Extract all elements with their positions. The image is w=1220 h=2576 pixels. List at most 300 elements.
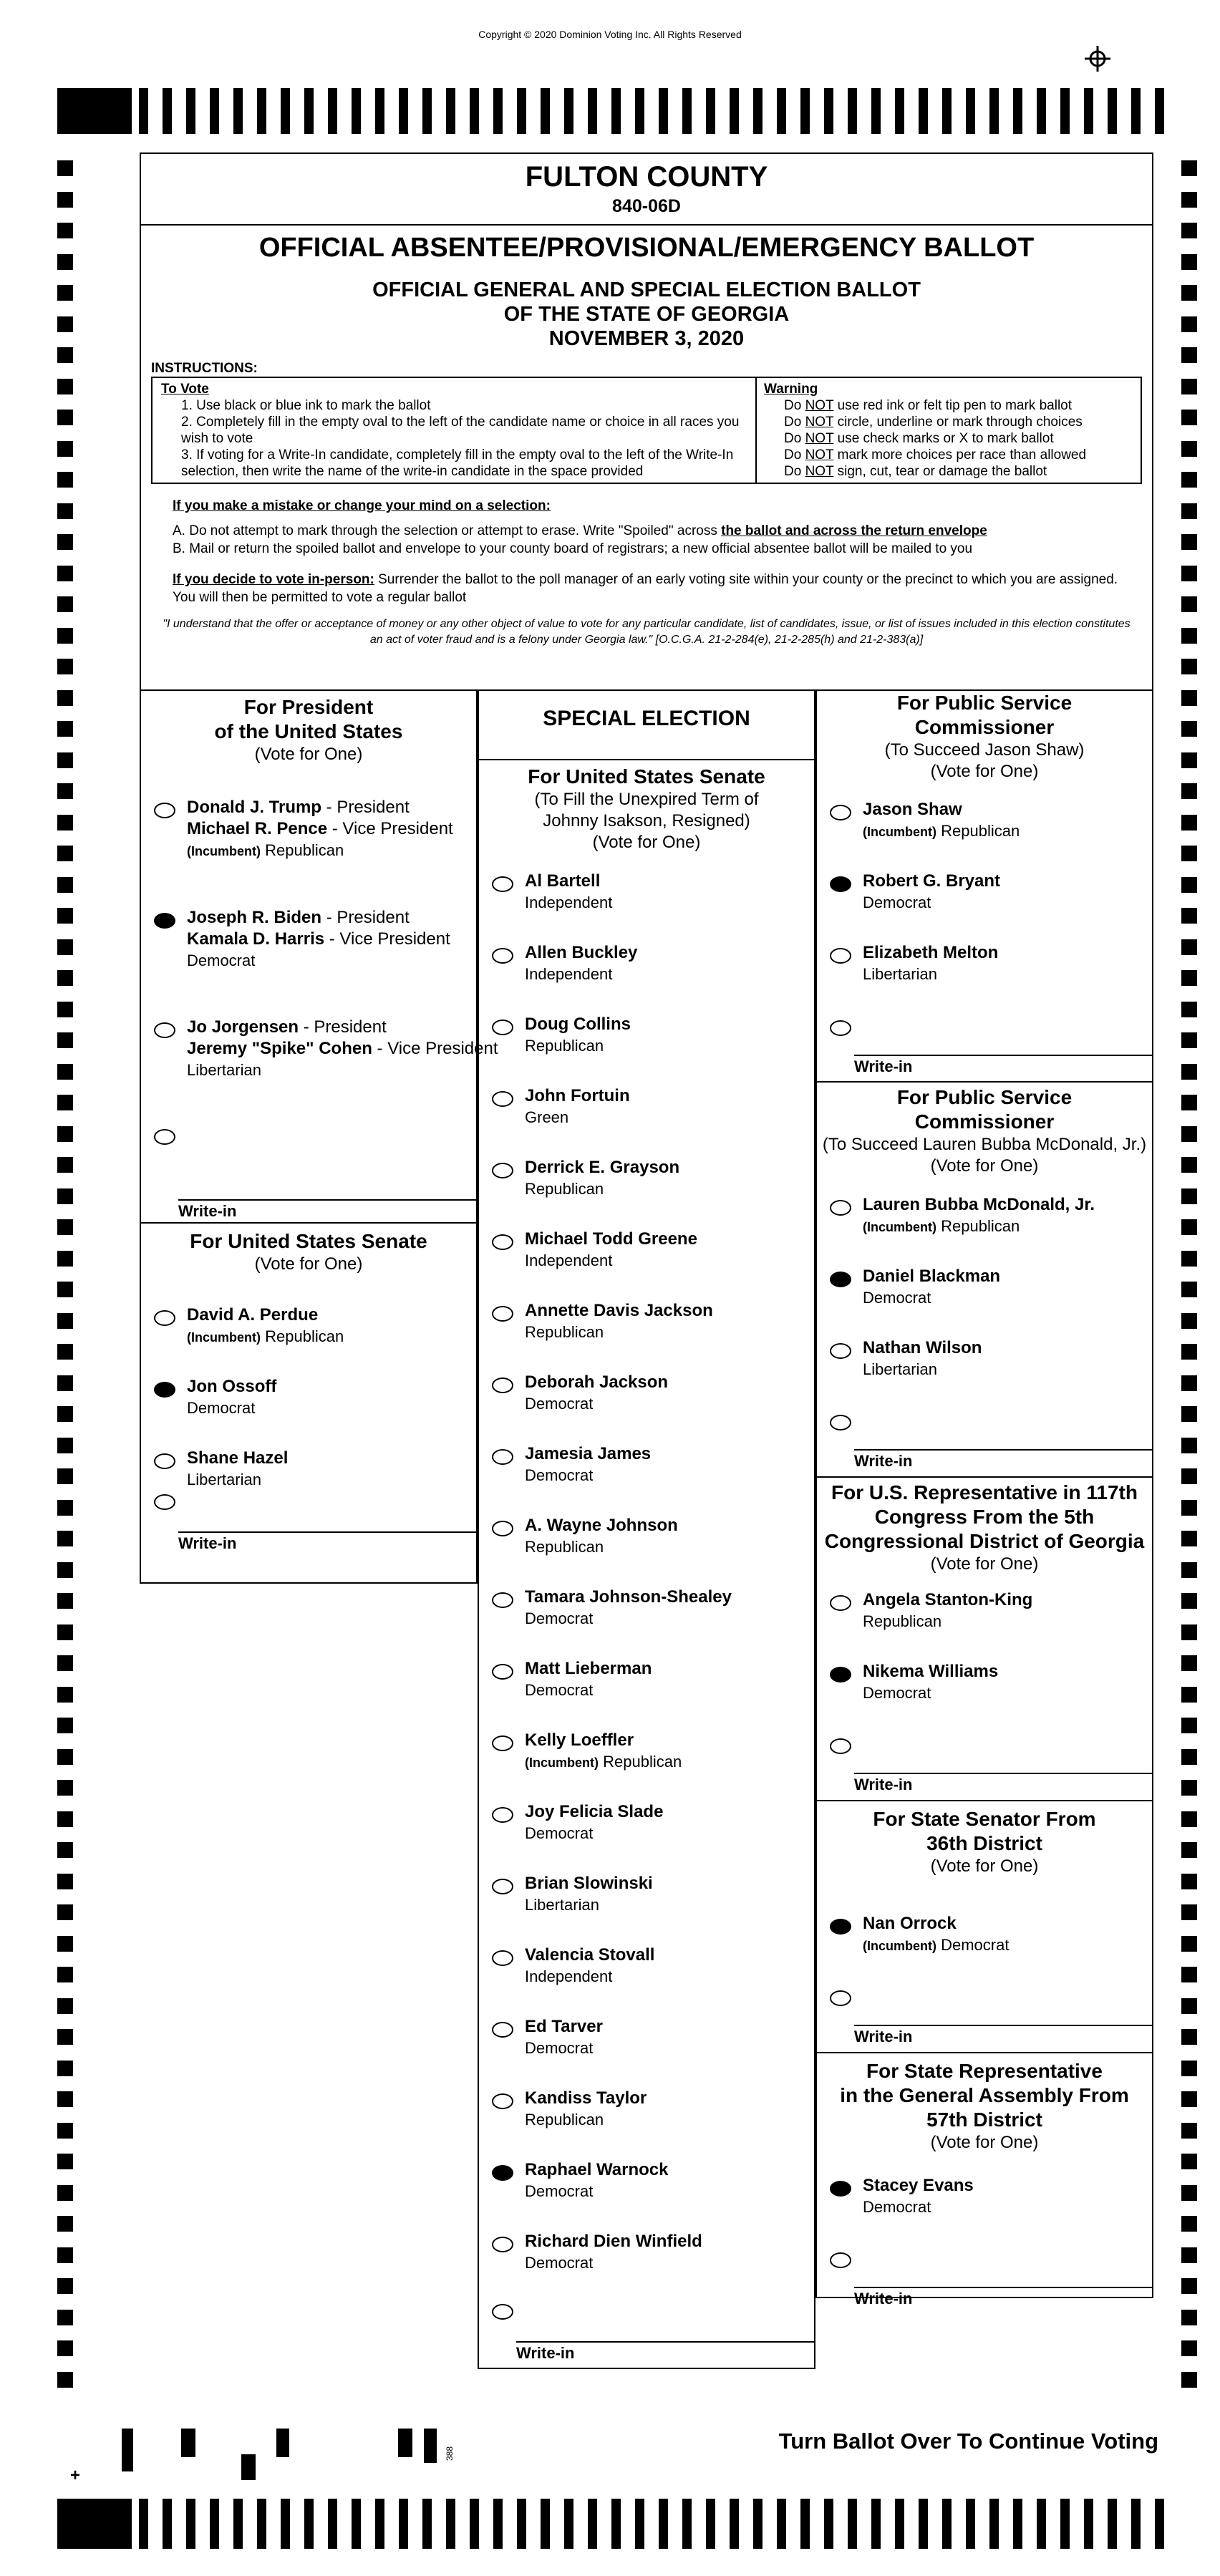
vote-oval[interactable] [492, 1664, 513, 1680]
timing-mark [57, 970, 73, 986]
candidate-name: Donald J. Trump [187, 798, 322, 817]
candidate-party: Republican [261, 1327, 344, 1345]
candidate-party: Democrat [525, 1395, 594, 1413]
candidate-name: Michael Todd Greene [525, 1229, 697, 1249]
right-timing-marks [1181, 160, 1197, 2403]
timing-mark [210, 2499, 219, 2549]
timing-mark [1181, 1002, 1197, 1017]
barcode-mark [122, 2429, 133, 2471]
candidate-role: - President [299, 1017, 387, 1037]
timing-mark [1181, 347, 1197, 363]
timing-mark [1181, 2154, 1197, 2169]
timing-mark [1155, 2499, 1164, 2549]
timing-mark [57, 815, 73, 831]
timing-mark [352, 88, 361, 134]
timing-mark [57, 2278, 73, 2294]
race-psc-shaw [817, 691, 1152, 1083]
candidate-party: Independent [525, 965, 613, 983]
vote-oval[interactable] [154, 1494, 175, 1510]
timing-mark [57, 2499, 132, 2549]
timing-mark [57, 88, 132, 134]
timing-mark [57, 1251, 73, 1267]
race-title: For President [243, 696, 374, 718]
ballot-code: 840-06D [612, 196, 681, 216]
timing-mark [635, 2499, 644, 2549]
timing-mark [57, 1219, 73, 1235]
timing-mark [541, 2499, 550, 2549]
warning-text: Do [784, 447, 805, 463]
timing-mark [57, 1064, 73, 1080]
vote-oval[interactable] [830, 1919, 851, 1935]
warning-text: mark more choices per race than allowed [833, 447, 1087, 463]
race-title: in the General Assembly From [840, 2084, 1129, 2106]
timing-mark [399, 88, 408, 134]
candidate-name: Jeremy "Spike" Cohen [187, 1039, 372, 1058]
timing-mark [1181, 316, 1197, 332]
incumbent-label: (Incumbent) [187, 1330, 261, 1345]
race-subtitle: (To Succeed Jason Shaw) [884, 740, 1085, 760]
vote-oval[interactable] [154, 803, 175, 818]
timing-mark [1181, 1032, 1197, 1048]
vote-oval[interactable] [830, 1020, 851, 1036]
candidate-party: Republican [525, 2111, 604, 2129]
vote-oval[interactable] [492, 948, 513, 964]
vote-oval[interactable] [830, 805, 851, 820]
timing-mark [57, 1624, 73, 1640]
timing-mark [1181, 1500, 1197, 1516]
write-in-label: Write-in [854, 2028, 913, 2045]
warning-not: NOT [805, 415, 834, 430]
warning-not: NOT [805, 431, 834, 446]
vote-oval[interactable] [492, 1879, 513, 1894]
timing-mark [57, 1002, 73, 1017]
write-in-label: Write-in [516, 2344, 575, 2362]
candidate-party: Democrat [863, 1289, 931, 1307]
timing-mark [824, 88, 833, 134]
race-subtitle: (To Fill the Unexpired Term of [534, 790, 759, 809]
candidate-party: Independent [525, 1967, 613, 1985]
race-state-rep [817, 2053, 1152, 2308]
timing-mark [1181, 285, 1197, 301]
incumbent-label: (Incumbent) [525, 1756, 599, 1770]
warning-item [764, 414, 1133, 430]
timing-mark [682, 88, 692, 134]
timing-mark [1181, 752, 1197, 768]
candidate-name: Stacey Evans [863, 2176, 974, 2195]
candidate-party: Republican [936, 822, 1020, 840]
timing-mark [942, 88, 952, 134]
timing-mark [57, 1593, 73, 1609]
barcode-mark [424, 2429, 437, 2463]
vote-oval[interactable] [154, 1022, 175, 1038]
timing-mark [57, 1500, 73, 1516]
race-title: Commissioner [914, 1110, 1055, 1133]
mistake-step-b: B. Mail or return the spoiled ballot and envelope to your county board of registrars; a new official absentee ballot will be mailed to you [173, 541, 973, 556]
timing-mark [57, 472, 73, 488]
timing-mark [57, 410, 73, 425]
vote-oval[interactable] [830, 1343, 851, 1359]
timing-mark [139, 2499, 148, 2549]
timing-mark [1181, 1904, 1197, 1920]
timing-mark [1181, 1095, 1197, 1110]
candidate-name: Shane Hazel [187, 1448, 289, 1468]
race-title: Commissioner [914, 716, 1055, 738]
timing-mark [233, 88, 243, 134]
timing-mark [57, 2372, 73, 2388]
timing-mark [706, 88, 715, 134]
timing-mark [848, 2499, 857, 2549]
to-vote-step: 2. Completely fill in the empty oval to the left of the candidate name or choice in all races you wish to vote [181, 415, 740, 446]
to-vote-step: 1. Use black or blue ink to mark the ballot [181, 398, 431, 413]
vote-oval[interactable] [154, 1453, 175, 1469]
column-2 [478, 691, 815, 2369]
timing-mark [1084, 88, 1093, 134]
timing-mark [1181, 1624, 1197, 1640]
timing-mark [824, 2499, 833, 2549]
timing-mark [942, 2499, 952, 2549]
race-special-senate [479, 760, 814, 2371]
vote-oval[interactable] [492, 1449, 513, 1465]
timing-mark [966, 88, 975, 134]
timing-mark [57, 1282, 73, 1297]
candidate-name: Nan Orrock [863, 1914, 957, 1933]
timing-mark [470, 88, 479, 134]
timing-mark [1181, 970, 1197, 986]
candidate-name: A. Wayne Johnson [525, 1516, 678, 1535]
timing-mark [919, 2499, 928, 2549]
timing-mark [1181, 1344, 1197, 1360]
race-title: For Public Service [896, 1086, 1073, 1108]
election-title: OFFICIAL GENERAL AND SPECIAL ELECTION BALLOT [372, 279, 921, 301]
candidate-name: Kamala D. Harris [187, 929, 325, 949]
timing-mark [800, 88, 810, 134]
timing-mark [57, 534, 73, 550]
write-in-label: Write-in [178, 1202, 237, 1220]
timing-mark [399, 2499, 408, 2549]
candidate-name: Deborah Jackson [525, 1372, 669, 1392]
candidate-name: Raphael Warnock [525, 2160, 669, 2179]
timing-mark [1037, 88, 1046, 134]
timing-mark [57, 2029, 73, 2045]
timing-mark [57, 1313, 73, 1329]
timing-mark [966, 2499, 975, 2549]
timing-mark [1181, 908, 1197, 924]
timing-mark [848, 88, 857, 134]
timing-mark [730, 88, 739, 134]
timing-mark [682, 2499, 692, 2549]
timing-mark [163, 88, 172, 134]
timing-mark [871, 2499, 881, 2549]
timing-mark [1084, 2499, 1093, 2549]
candidate-name: Joy Felicia Slade [525, 1802, 664, 1821]
timing-mark [493, 2499, 503, 2549]
timing-mark [57, 628, 73, 644]
timing-mark [1181, 379, 1197, 394]
candidate-party: Green [525, 1108, 569, 1126]
candidate-name: Valencia Stovall [525, 1945, 655, 1965]
timing-mark [1181, 1718, 1197, 1733]
timing-mark [1108, 88, 1117, 134]
vote-oval[interactable] [154, 1310, 175, 1326]
timing-mark [706, 2499, 715, 2549]
warning-label: Warning [764, 382, 818, 397]
candidate-name: Jo Jorgensen [187, 1017, 299, 1037]
timing-mark [1060, 2499, 1070, 2549]
timing-mark [57, 1967, 73, 1982]
election-state: OF THE STATE OF GEORGIA [503, 303, 790, 326]
timing-mark [57, 254, 73, 270]
candidate-role: - President [321, 798, 410, 817]
ballot-header [140, 152, 1153, 691]
county-name: FULTON COUNTY [525, 161, 768, 193]
vote-oval[interactable] [830, 2252, 851, 2268]
vote-oval[interactable] [154, 1382, 175, 1398]
timing-mark [777, 2499, 786, 2549]
warning-not: NOT [805, 398, 834, 413]
candidate-party: Democrat [525, 1681, 594, 1699]
candidate-name: David A. Perdue [187, 1305, 319, 1325]
candidate-party: Libertarian [863, 965, 937, 983]
race-title: For United States Senate [528, 765, 765, 788]
candidate-party: Republican [936, 1217, 1020, 1235]
timing-mark [1181, 1842, 1197, 1858]
race-president [141, 691, 498, 1224]
candidate-party: Democrat [525, 2039, 594, 2057]
timing-mark [1181, 721, 1197, 737]
vote-oval[interactable] [492, 1592, 513, 1608]
vote-oval[interactable] [492, 1091, 513, 1107]
timing-mark [1181, 1874, 1197, 1889]
candidate-party: Democrat [936, 1936, 1010, 1954]
timing-mark [186, 88, 195, 134]
vote-oval[interactable] [492, 1950, 513, 1966]
vote-oval[interactable] [492, 876, 513, 892]
vote-oval[interactable] [830, 1667, 851, 1682]
timing-mark [57, 659, 73, 674]
timing-mark [1181, 628, 1197, 644]
vote-oval[interactable] [154, 913, 175, 929]
timing-mark [635, 88, 644, 134]
timing-mark [659, 2499, 668, 2549]
vote-oval[interactable] [492, 1807, 513, 1823]
timing-mark [1181, 1936, 1197, 1952]
vote-oval[interactable] [492, 2165, 513, 2181]
timing-mark [446, 88, 455, 134]
turn-over-notice: Turn Ballot Over To Continue Voting [778, 2429, 1158, 2454]
timing-mark [1181, 1593, 1197, 1609]
race-title: 36th District [926, 1832, 1042, 1854]
timing-mark [1060, 88, 1070, 134]
timing-mark [57, 908, 73, 924]
incumbent-label: (Incumbent) [863, 825, 936, 839]
barcode-mark [276, 2429, 289, 2457]
bottom-timing-marks [57, 2499, 1196, 2549]
timing-mark [1181, 1998, 1197, 2014]
timing-mark [57, 690, 73, 706]
timing-mark [919, 88, 928, 134]
candidate-name: Kandiss Taylor [525, 2088, 647, 2108]
timing-mark [446, 2499, 455, 2549]
timing-mark [1181, 223, 1197, 238]
vote-oval[interactable] [492, 2022, 513, 2038]
candidate-name: Elizabeth Melton [863, 943, 999, 962]
timing-mark [57, 939, 73, 955]
vote-oval[interactable] [492, 1163, 513, 1178]
ballot-number: 388 [445, 2446, 455, 2461]
crosshair-icon [1085, 46, 1110, 72]
candidate-party: Democrat [863, 2198, 931, 2216]
candidate-name: Tamara Johnson-Shealey [525, 1587, 732, 1607]
timing-mark [1131, 88, 1141, 134]
timing-mark [57, 752, 73, 768]
vote-oval[interactable] [492, 1306, 513, 1322]
candidate-name: Annette Davis Jackson [525, 1301, 713, 1320]
candidate-name: Lauren Bubba McDonald, Jr. [863, 1195, 1095, 1214]
vote-oval[interactable] [492, 2093, 513, 2109]
warning-text: use red ink or felt tip pen to mark ballot [833, 398, 1073, 413]
write-in-label: Write-in [854, 1776, 913, 1793]
race-psc-mcdonald [817, 1083, 1152, 1478]
timing-mark [57, 316, 73, 332]
vote-oval[interactable] [492, 1521, 513, 1536]
barcode-mark [241, 2454, 256, 2480]
timing-mark [57, 160, 73, 176]
timing-mark [352, 2499, 361, 2549]
vote-oval[interactable] [830, 1200, 851, 1216]
timing-mark [1181, 2278, 1197, 2294]
timing-mark [1108, 2499, 1117, 2549]
timing-mark [588, 2499, 597, 2549]
timing-mark [57, 1406, 73, 1422]
timing-mark [1181, 1655, 1197, 1671]
candidate-party: Libertarian [187, 1471, 261, 1488]
write-in-label: Write-in [854, 1057, 913, 1075]
timing-mark [375, 88, 384, 134]
candidate-name: Doug Collins [525, 1015, 631, 1034]
timing-mark [57, 877, 73, 893]
candidate-name: Jamesia James [525, 1444, 652, 1463]
timing-mark [1181, 1531, 1197, 1546]
timing-mark [57, 1780, 73, 1796]
vote-oval[interactable] [492, 1234, 513, 1250]
plus-mark: + [70, 2466, 81, 2485]
incumbent-label: (Incumbent) [187, 844, 261, 858]
candidate-name: Kelly Loeffler [525, 1730, 634, 1750]
candidate-party: Democrat [525, 2182, 594, 2200]
warning-text: Do [784, 431, 805, 446]
vote-for-one: (Vote for One) [254, 1254, 363, 1274]
candidate-name: Derrick E. Grayson [525, 1158, 680, 1177]
candidate-party: Democrat [187, 952, 256, 969]
candidate-name: Brian Slowinski [525, 1874, 653, 1893]
timing-mark [257, 88, 266, 134]
timing-mark [57, 2185, 73, 2201]
vote-oval[interactable] [830, 948, 851, 964]
candidate-party: Democrat [863, 1684, 931, 1702]
timing-mark [163, 2499, 172, 2549]
warning-text: use check marks or X to mark ballot [833, 431, 1054, 446]
race-title: For United States Senate [190, 1230, 427, 1252]
timing-mark [1181, 254, 1197, 270]
timing-mark [57, 1936, 73, 1952]
timing-mark [1181, 846, 1197, 861]
candidate-party: Republican [525, 1538, 604, 1556]
timing-mark [375, 2499, 384, 2549]
timing-mark [1181, 566, 1197, 581]
candidate-party: Republican [525, 1180, 604, 1198]
timing-mark [57, 1904, 73, 1920]
candidate-name: Nathan Wilson [863, 1338, 982, 1357]
vote-oval[interactable] [830, 1272, 851, 1287]
timing-mark [57, 1718, 73, 1733]
vote-oval[interactable] [154, 1129, 175, 1145]
timing-mark [422, 2499, 432, 2549]
candidate-party: Democrat [525, 1824, 594, 1842]
timing-mark [1181, 2216, 1197, 2232]
candidate-party: Independent [525, 894, 613, 911]
warning-text: Do [784, 415, 805, 430]
timing-mark [1181, 160, 1197, 176]
vote-oval[interactable] [492, 1020, 513, 1035]
timing-mark [1181, 1749, 1197, 1765]
timing-mark [1181, 503, 1197, 519]
warning-text: sign, cut, tear or damage the ballot [833, 464, 1047, 479]
timing-mark [57, 2247, 73, 2263]
timing-mark [753, 88, 762, 134]
timing-mark [57, 2154, 73, 2169]
timing-mark [777, 88, 786, 134]
timing-mark [1131, 2499, 1141, 2549]
vote-oval[interactable] [492, 1735, 513, 1751]
timing-mark [1181, 1780, 1197, 1796]
vote-oval[interactable] [830, 2181, 851, 2197]
vote-oval[interactable] [830, 1415, 851, 1430]
race-us-senate [141, 1224, 476, 1585]
vote-oval[interactable] [492, 2304, 513, 2320]
timing-mark [1037, 2499, 1046, 2549]
timing-mark [57, 2340, 73, 2356]
to-vote-step: 3. If voting for a Write-In candidate, completely fill in the empty oval to the left of the Write-In selection, then write the name of the write-in candidate in the space provided [181, 447, 734, 479]
vote-oval[interactable] [830, 1595, 851, 1611]
timing-mark [1181, 1468, 1197, 1484]
vote-oval[interactable] [492, 1377, 513, 1393]
vote-oval[interactable] [492, 2237, 513, 2252]
vote-oval[interactable] [830, 1990, 851, 2006]
warning-item [764, 430, 1133, 447]
race-title: 57th District [926, 2108, 1042, 2131]
candidate-name: Allen Buckley [525, 943, 638, 962]
timing-mark [57, 1188, 73, 1204]
mistake-step-a-emphasis: the ballot and across the return envelope [721, 523, 987, 538]
vote-oval[interactable] [830, 876, 851, 892]
timing-mark [139, 88, 148, 134]
candidate-party: Republican [525, 1323, 604, 1341]
timing-mark [989, 88, 999, 134]
race-subtitle: (To Succeed Lauren Bubba McDonald, Jr.) [822, 1135, 1147, 1154]
timing-mark [281, 88, 290, 134]
special-election-heading: SPECIAL ELECTION [543, 707, 750, 730]
candidate-party: Republican [261, 841, 344, 859]
column-1 [140, 691, 498, 1584]
timing-mark [1181, 1313, 1197, 1329]
timing-mark [1181, 2123, 1197, 2139]
race-title: For U.S. Representative in 117th [831, 1481, 1138, 1504]
timing-mark [57, 2310, 73, 2325]
timing-mark [186, 2499, 195, 2549]
instructions-label: INSTRUCTIONS: [151, 361, 258, 376]
vote-oval[interactable] [830, 1738, 851, 1754]
vote-for-one: (Vote for One) [254, 745, 363, 764]
